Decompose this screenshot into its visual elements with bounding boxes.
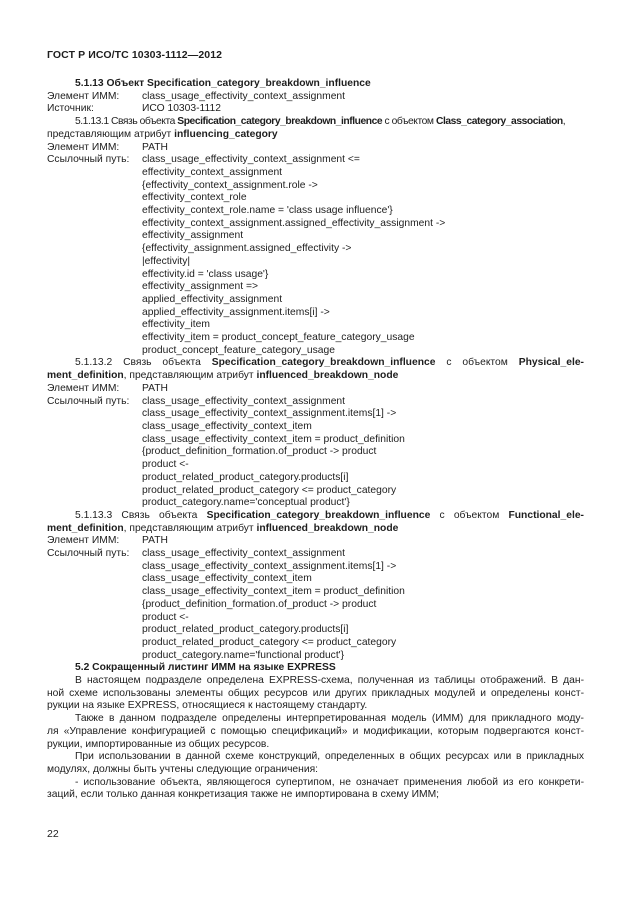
reference-path-label: Ссылочный путь: xyxy=(47,395,130,407)
reference-path-line: product_related_product_category.products[i] xyxy=(142,624,349,636)
reference-path-label: Ссылочный путь: xyxy=(47,548,130,560)
paragraph-line: заций, если только данная конкретизация также не импортирована в схему ИММ; xyxy=(47,789,440,801)
reference-path-label: Ссылочный путь: xyxy=(47,154,130,166)
paragraph-line: модулях, должны быть учтены следующие ограничения: xyxy=(47,763,319,775)
relation-number: 5.1.13.3 Связь объекта xyxy=(75,509,207,521)
reference-path-line: class_usage_effectivity_context_assignment <= xyxy=(142,154,360,166)
reference-path-line: class_usage_effectivity_context_item xyxy=(142,420,312,432)
reference-path-line: applied_effectivity_assignment xyxy=(142,293,283,305)
paragraph-line: В настоящем подразделе определена EXPRESS-схема, полученная из таблицы отображений. В дан- xyxy=(75,675,584,687)
relation-attribute-line xyxy=(47,129,584,142)
element-label: Элемент ИММ: xyxy=(47,535,120,547)
element-value: PATH xyxy=(142,141,168,153)
reference-path-line: class_usage_effectivity_context_assignment xyxy=(142,395,346,407)
reference-path-row xyxy=(47,154,584,167)
relation-attr-name: influencing_category xyxy=(174,128,278,140)
relation-number: 5.1.13.1 Связь объекта xyxy=(75,116,178,128)
relation-target: Functional_ele- xyxy=(508,509,584,521)
reference-path-line: effectivity_context_role xyxy=(142,192,247,204)
paragraph-line: При использовании в данной схеме конструкций, определенных в общих ресурсах или в прикладных xyxy=(75,751,584,763)
reference-path-line: effectivity_item xyxy=(142,319,210,331)
relation-5-1-13-2 xyxy=(47,357,584,370)
document-header: ГОСТ Р ИСО/ТС 10303-1112—2012 xyxy=(47,49,223,61)
element-row xyxy=(47,91,584,104)
paragraph-line: рукции на языке EXPRESS, относящиеся к настоящему стандарту. xyxy=(47,700,368,712)
element-row xyxy=(47,535,584,548)
reference-path-line: {product_definition_formation.of_product -> product xyxy=(142,446,377,458)
element-label: Элемент ИММ: xyxy=(47,141,120,153)
relation-tail: , xyxy=(562,116,566,128)
reference-path-line: product_concept_feature_category_usage xyxy=(142,344,335,356)
source-value: ИСО 10303-1112 xyxy=(142,103,221,115)
source-row xyxy=(47,103,584,116)
reference-path-row xyxy=(47,396,584,409)
paragraph-line: ля «Управление конфигурацией с помощью спецификаций» и модификации, которым подвергаются конст- xyxy=(47,725,584,737)
reference-path-line: product <- xyxy=(142,611,189,623)
relation-mid: с объектом xyxy=(446,357,519,369)
source-label: Источник: xyxy=(47,103,94,115)
reference-path-line: class_usage_effectivity_context_item xyxy=(142,573,312,585)
reference-path-line: product_related_product_category.products[i] xyxy=(142,471,349,483)
relation-attr-text: , представляющим атрибут xyxy=(123,522,257,534)
element-value: PATH xyxy=(142,535,168,547)
reference-path-line: class_usage_effectivity_context_item = product_definition xyxy=(142,586,405,598)
reference-path-line: product_related_product_category <= product_category xyxy=(142,484,397,496)
relation-5-1-13-1 xyxy=(47,116,584,129)
reference-path-line: class_usage_effectivity_context_assignment.items[1] -> xyxy=(142,560,397,572)
reference-path-row xyxy=(47,548,584,561)
document-body xyxy=(47,78,584,802)
reference-path-line: class_usage_effectivity_context_assignment xyxy=(142,548,346,560)
relation-object: Specification_category_breakdown_influence xyxy=(206,509,431,521)
relation-target-continued: ment_definition xyxy=(47,522,124,534)
reference-path-line: applied_effectivity_assignment.items[i] -> xyxy=(142,306,330,318)
reference-path-line: effectivity_context_role.name = 'class usage influence'} xyxy=(142,205,393,217)
reference-path-line: |effectivity| xyxy=(142,255,191,267)
section-heading-5-1-13: 5.1.13 Объект Specification_category_breakdown_influence xyxy=(75,78,371,89)
relation-mid: с объектом xyxy=(439,509,509,521)
relation-attr-text: , представляющим атрибут xyxy=(123,370,257,382)
relation-attr-name: influenced_breakdown_node xyxy=(256,522,399,534)
relation-mid: с объектом xyxy=(382,116,436,128)
relation-attribute-line xyxy=(47,523,584,536)
relation-number: 5.1.13.2 Связь объекта xyxy=(75,357,212,369)
relation-attr-name: influenced_breakdown_node xyxy=(256,370,399,382)
reference-path-line: effectivity_item = product_concept_feature_category_usage xyxy=(142,332,415,344)
reference-path-line: product_category.name='functional product'} xyxy=(142,649,345,661)
relation-target-continued: ment_definition xyxy=(47,370,124,382)
element-value: class_usage_effectivity_context_assignment xyxy=(142,90,346,102)
reference-path-line: effectivity_assignment => xyxy=(142,281,259,293)
relation-attribute-line xyxy=(47,370,584,383)
reference-path-line: product_category.name='conceptual product'} xyxy=(142,497,350,509)
relation-target: Physical_ele- xyxy=(518,357,584,369)
element-row xyxy=(47,142,584,155)
reference-path-line: effectivity_context_assignment.assigned_effectivity_assignment -> xyxy=(142,217,446,229)
element-label: Элемент ИММ: xyxy=(47,90,120,102)
element-row xyxy=(47,383,584,396)
relation-attr-text: представляющим атрибут xyxy=(47,128,175,140)
element-label: Элемент ИММ: xyxy=(47,382,120,394)
paragraph-line: - использование объекта, являющегося супертипом, не означает применения любой из его конкрети- xyxy=(75,776,584,788)
reference-path-line: {effectivity_assignment.assigned_effectivity -> xyxy=(142,243,352,255)
relation-object: Specification_category_breakdown_influence xyxy=(211,357,436,369)
reference-path-line: effectivity.id = 'class usage'} xyxy=(142,268,269,280)
reference-path-line: effectivity_assignment xyxy=(142,230,244,242)
reference-path-line: {product_definition_formation.of_product -> product xyxy=(142,598,377,610)
reference-path-line: effectivity_context_assignment xyxy=(142,166,283,178)
reference-path-line: {effectivity_context_assignment.role -> xyxy=(142,179,318,191)
reference-path-line: class_usage_effectivity_context_item = product_definition xyxy=(142,433,405,445)
reference-path-line: product_related_product_category <= product_category xyxy=(142,636,397,648)
section-heading-5-2: 5.2 Сокращенный листинг ИММ на языке EXPRESS xyxy=(75,662,336,674)
element-value: PATH xyxy=(142,382,168,394)
reference-path-line: class_usage_effectivity_context_assignment.items[1] -> xyxy=(142,408,397,420)
reference-path-line: product <- xyxy=(142,459,189,471)
page-number: 22 xyxy=(47,828,59,840)
paragraph-line: ной схеме использованы элементы общих ресурсов или других прикладных модулей и определены конст- xyxy=(47,687,584,699)
relation-object: Specification_category_breakdown_influence xyxy=(177,116,383,128)
paragraph-line: рукции, импортированные из общих ресурсов. xyxy=(47,738,270,750)
paragraph-line: Также в данном подразделе определены интерпретированная модель (ИММ) для прикладного моду- xyxy=(75,713,584,725)
relation-target: Class_category_association xyxy=(435,116,563,128)
relation-5-1-13-3 xyxy=(47,510,584,523)
